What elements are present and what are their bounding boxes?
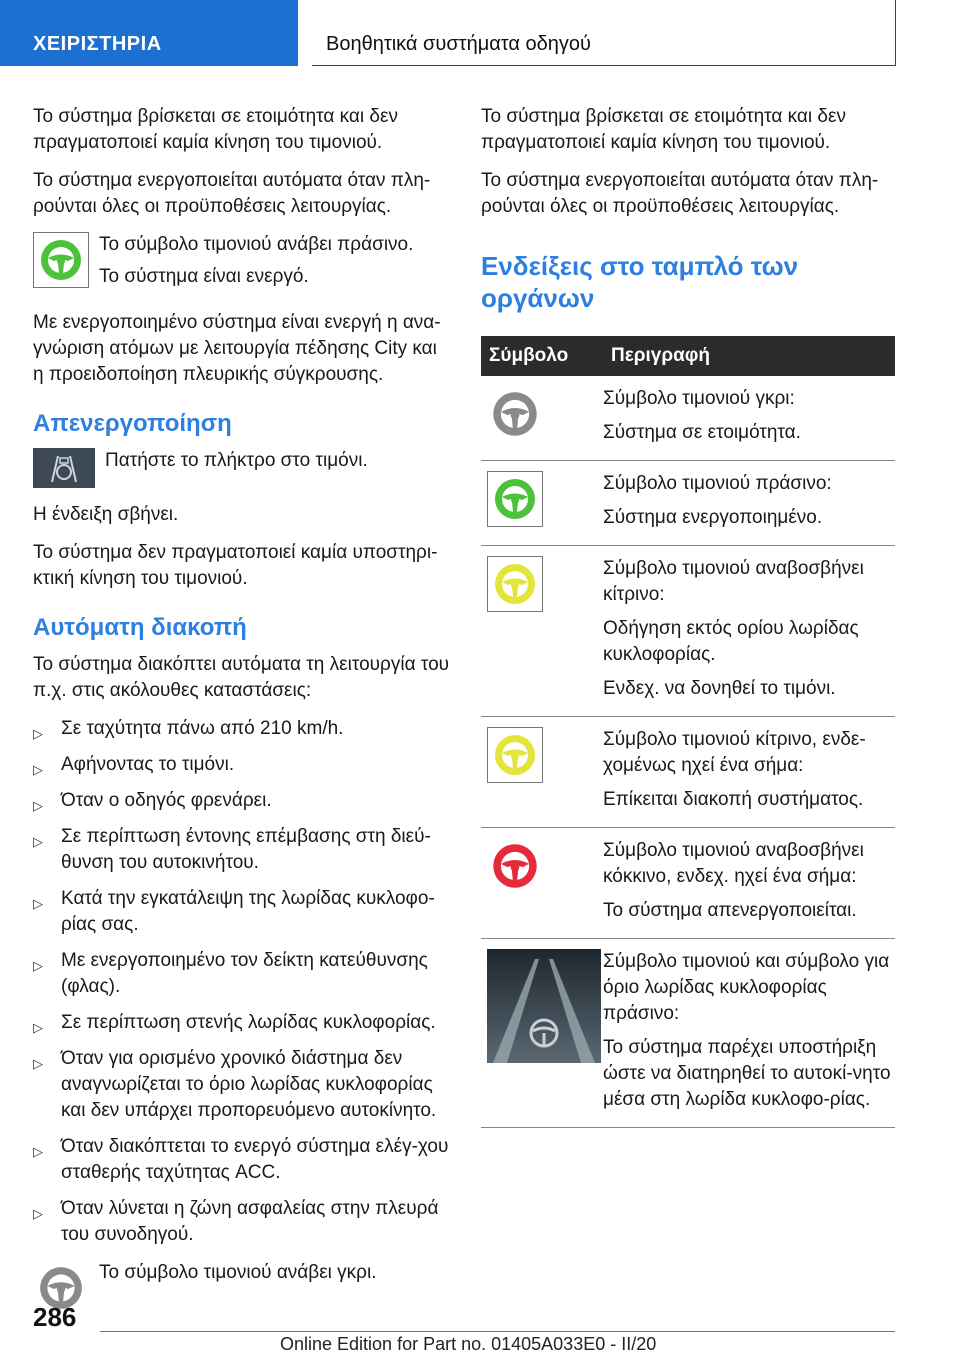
triangle-bullet-icon: ▷	[33, 1206, 43, 1221]
table-row	[481, 717, 895, 828]
heading-deactivation: Απενεργοποίηση	[33, 410, 232, 437]
list-item: ▷ Σε ταχύτητα πάνω από 210 km/h.	[33, 716, 451, 742]
steering-wheel-yellow-icon	[487, 727, 543, 783]
list-item: ▷ Σε περίπτωση στενής λωρίδας κυκλοφορίας.	[33, 1010, 451, 1036]
icon-text: Το σύστημα είναι ενεργό.	[99, 266, 309, 287]
paragraph: Το σύστημα ενεργοποιείται αυτόματα όταν πλη-ρούνται όλες οι προϋποθέσεις λειτουργίας.	[481, 170, 879, 217]
triangle-bullet-icon: ▷	[33, 762, 43, 777]
lane-steering-display-icon	[487, 949, 601, 1063]
page-number: 286	[33, 1302, 77, 1332]
table-row	[481, 461, 895, 546]
table-header-row	[481, 336, 895, 376]
green-steering-note	[33, 232, 451, 296]
steering-assist-button-icon	[33, 448, 95, 488]
triangle-bullet-icon: ▷	[33, 1020, 43, 1035]
table-cell-text: Σύμβολο τιμονιού κίτρινο, ενδε-χομένως ηχεί ένα σήμα:	[603, 729, 866, 776]
triangle-bullet-icon: ▷	[33, 798, 43, 813]
heading-instrument-cluster: Ενδείξεις στο ταμπλό των οργάνων	[481, 251, 799, 313]
steering-wheel-green-icon	[33, 232, 89, 288]
table-row	[481, 546, 895, 717]
footer-edition: Online Edition for Part no. 01405A033E0 - II/20	[280, 1334, 657, 1354]
table-cell-text: Σύμβολο τιμονιού αναβοσβήνει κόκκινο, ενδεχ. ηχεί ένα σήμα:	[603, 840, 864, 887]
list-item: ▷ Όταν ο οδηγός φρενάρει.	[33, 788, 451, 814]
paragraph: Με ενεργοποιημένο σύστημα είναι ενεργή η ανα-γνώριση ατόμων με λειτουργία πέδησης City και η προειδοποίηση πλευρικής σύγκρουσης.	[33, 312, 441, 385]
symbol-table	[481, 336, 895, 1128]
triangle-bullet-icon: ▷	[33, 834, 43, 849]
steering-wheel-grey-icon	[487, 386, 543, 442]
table-cell-text: Σύμβολο τιμονιού γκρι:	[603, 388, 795, 409]
paragraph: Το σύστημα διακόπτει αυτόματα τη λειτουργία του π.χ. στις ακόλουθες καταστάσεις:	[33, 654, 450, 701]
list-item: ▷ Κατά την εγκατάλειψη της λωρίδας κυκλοφο-ρίας σας.	[33, 888, 435, 935]
paragraph: Το σύστημα δεν πραγματοποιεί καμία υποστηρι-κτική κίνηση του τιμονιού.	[33, 542, 438, 589]
table-cell-text: Επίκειται διακοπή συστήματος.	[603, 789, 864, 810]
triangle-bullet-icon: ▷	[33, 1144, 43, 1159]
steering-wheel-green-icon	[487, 471, 543, 527]
column-header-description: Περιγραφή	[603, 336, 895, 376]
table-cell-text: Οδήγηση εκτός ορίου λωρίδας κυκλοφορίας.	[603, 618, 859, 665]
footer-divider	[100, 1331, 895, 1332]
list-item: ▷ Όταν διακόπτεται το ενεργό σύστημα ελέγ-χου σταθερής ταχύτητας ACC.	[33, 1136, 449, 1183]
triangle-bullet-icon: ▷	[33, 896, 43, 911]
interruption-list	[33, 716, 451, 1248]
table-cell-text: Σύστημα ενεργοποιημένο.	[603, 507, 823, 528]
right-column	[481, 104, 895, 1128]
paragraph: Το σύστημα ενεργοποιείται αυτόματα όταν πλη-ρούνται όλες οι προϋποθέσεις λειτουργίας.	[33, 170, 431, 217]
table-cell-text: Το σύστημα παρέχει υποστήριξη ώστε να διατηρηθεί το αυτοκί-νητο μέσα στη λωρίδα κυκλοφο-ρίας.	[603, 1037, 891, 1110]
list-item: ▷ Με ενεργοποιημένο τον δείκτη κατεύθυνσης (φλας).	[33, 950, 428, 997]
section-tab: ΧΕΙΡΙΣΤΗΡΙΑ	[0, 0, 298, 66]
list-item: ▷ Όταν για ορισμένο χρονικό διάστημα δεν αναγνωρίζεται το όριο λωρίδας κυκλοφορίας και δεν υπάρχει προπορευόμενο αυτοκίνητο.	[33, 1048, 437, 1121]
chapter-title: Βοηθητικά συστήματα οδηγού	[312, 0, 896, 66]
list-item: ▷ Όταν λύνεται η ζώνη ασφαλείας στην πλευρά του συνοδηγού.	[33, 1198, 439, 1245]
icon-text: Το σύμβολο τιμονιού ανάβει πράσινο.	[99, 234, 414, 255]
table-row	[481, 828, 895, 939]
list-item: ▷ Αφήνοντας το τιμόνι.	[33, 752, 451, 778]
grey-steering-note	[33, 1260, 451, 1316]
table-cell-text: Σύμβολο τιμονιού πράσινο:	[603, 473, 832, 494]
heading-automatic-interruption: Αυτόματη διακοπή	[33, 614, 247, 641]
triangle-bullet-icon: ▷	[33, 958, 43, 973]
icon-text: Πατήστε το πλήκτρο στο τιμόνι.	[105, 450, 368, 471]
icon-text: Το σύμβολο τιμονιού ανάβει γκρι.	[99, 1262, 377, 1283]
table-cell-text: Σύμβολο τιμονιού αναβοσβήνει κίτρινο:	[603, 558, 864, 605]
table-cell-text: Σύμβολο τιμονιού και σύμβολο για όριο λωρίδας κυκλοφορίας πράσινο:	[603, 951, 890, 1024]
column-header-symbol: Σύμβολο	[481, 336, 603, 376]
paragraph: Το σύστημα βρίσκεται σε ετοιμότητα και δεν πραγματοποιεί καμία κίνηση του τιμονιού.	[33, 106, 398, 153]
table-cell-text: Σύστημα σε ετοιμότητα.	[603, 422, 801, 443]
table-cell-text: Το σύστημα απενεργοποιείται.	[603, 900, 857, 921]
list-item: ▷ Σε περίπτωση έντονης επέμβασης στη διεύ-θυνση του αυτοκινήτου.	[33, 826, 431, 873]
deactivation-button-note	[33, 448, 451, 488]
table-row	[481, 376, 895, 461]
triangle-bullet-icon: ▷	[33, 726, 43, 741]
steering-wheel-red-icon	[487, 838, 543, 894]
table-cell-text: Ενδεχ. να δονηθεί το τιμόνι.	[603, 678, 836, 699]
triangle-bullet-icon: ▷	[33, 1056, 43, 1071]
left-column	[33, 104, 451, 1330]
steering-wheel-yellow-flashing-icon	[487, 556, 543, 612]
paragraph: Το σύστημα βρίσκεται σε ετοιμότητα και δεν πραγματοποιεί καμία κίνηση του τιμονιού.	[481, 106, 846, 153]
table-row	[481, 939, 895, 1128]
paragraph: Η ένδειξη σβήνει.	[33, 504, 179, 525]
